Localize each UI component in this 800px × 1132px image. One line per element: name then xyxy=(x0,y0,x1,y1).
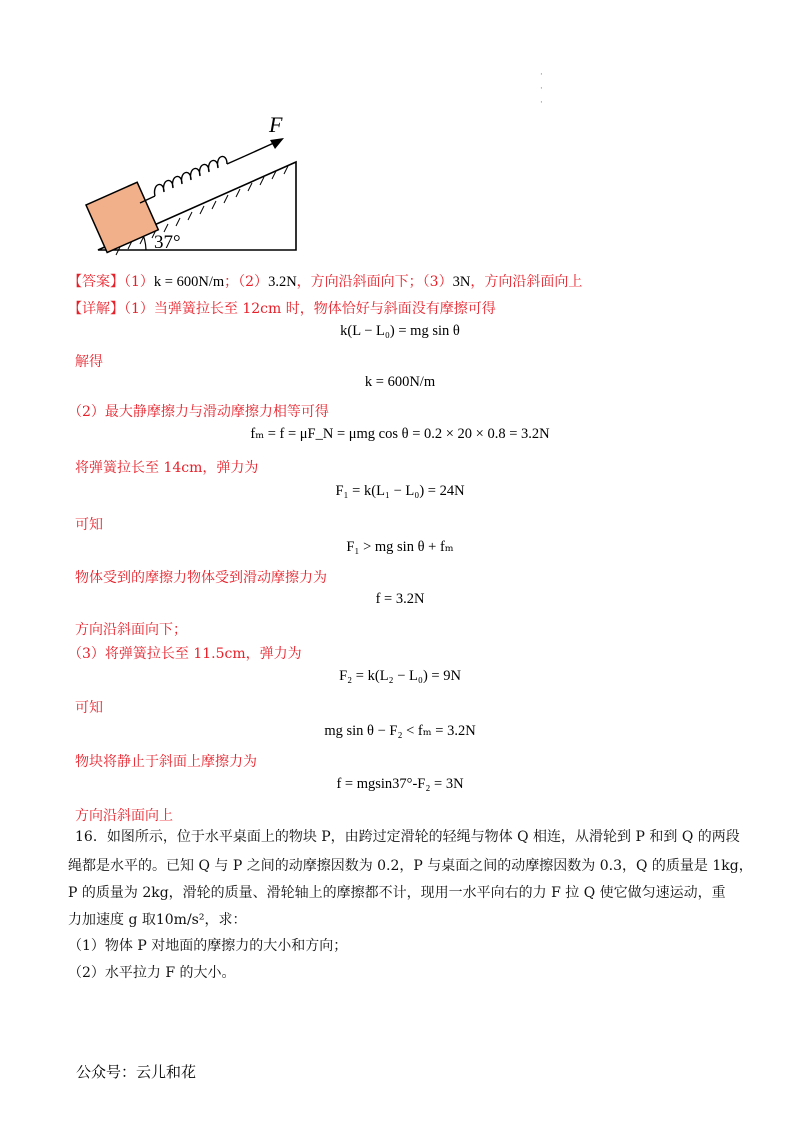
detail-step3-text: （3）将弹簧拉长至 11.5cm，弹力为 xyxy=(68,646,302,662)
equation-2: k = 600N/m xyxy=(364,374,436,390)
answer-line xyxy=(68,271,582,291)
detail-step2b-text: 将弹簧拉长至 14cm，弹力为 xyxy=(75,460,259,476)
question-line-1: 16．如图所示，位于水平桌面上的物块 P，由跨过定滑轮的轻绳与物体 Q 相连，从滑轮到 P 和到 Q 的两段 xyxy=(75,829,740,845)
answer-part1-prefix: （1） xyxy=(124,274,154,290)
detail-step1-text: （1）当弹簧拉长至 12cm 时，物体恰好与斜面没有摩擦可得 xyxy=(124,301,496,317)
force-arrow-shaft xyxy=(245,142,276,156)
answer-part1-math: k = 600N/m xyxy=(153,274,225,290)
equation-5: F₁ > mg sin θ + fₘ xyxy=(346,539,454,555)
question-sub-1: （1）物体 P 对地面的摩擦力的大小和方向； xyxy=(68,938,348,954)
question-line-4: 力加速度 g 取10m/s²，求： xyxy=(68,912,247,928)
equation-9: f = mgsin37°-F₂ = 3N xyxy=(336,776,464,792)
equation-7: F₂ = k(L₂ − L₀) = 9N xyxy=(339,668,461,684)
detail-step2-text: （2）最大静摩擦力与滑动摩擦力相等可得 xyxy=(68,404,329,420)
angle-label: 37° xyxy=(154,232,181,253)
decorative-dots: · · · xyxy=(540,70,543,108)
equation-8: mg sin θ − F₂ < fₘ = 3.2N xyxy=(324,723,476,739)
equation-6: f = 3.2N xyxy=(375,591,425,607)
answer-part3-prefix: （3） xyxy=(422,274,453,290)
question-line-3: P 的质量为 2kg，滑轮的质量、滑轮轴上的摩擦都不计，现用一水平向右的力 F 拉 Q 使它做匀速运动，重 xyxy=(68,885,726,901)
force-label: F xyxy=(269,112,283,137)
answer-part2-text: ，方向沿斜面向下； xyxy=(296,274,423,290)
direction-2: 方向沿斜面向上 xyxy=(75,808,173,824)
answer-part3-math: 3N xyxy=(452,274,471,290)
block xyxy=(86,182,158,252)
detail-tag: 【详解】 xyxy=(68,301,124,317)
equation-3: fₘ = f = μF_N = μmg cos θ = 0.2 × 20 × 0.8 = 3.2N xyxy=(250,426,550,442)
answer-tag: 【答案】 xyxy=(68,274,124,290)
answer-part2-math: 3.2N xyxy=(268,274,297,290)
detail-static-text: 物块将静止于斜面上摩擦力为 xyxy=(75,754,257,770)
question-sub-2: （2）水平拉力 F 的大小。 xyxy=(68,965,236,981)
answer-part3-text: ，方向沿斜面向上 xyxy=(470,274,583,290)
detail-line-1 xyxy=(68,298,496,318)
equation-4: F₁ = k(L₁ − L₀) = 24N xyxy=(335,483,465,499)
force-arrow-head xyxy=(270,138,284,149)
question-line-2: 绳都是水平的。已知 Q 与 P 之间的动摩擦因数为 0.2，P 与桌面之间的动摩擦因数为 0.3，Q 的质量是 1kg， xyxy=(68,858,753,874)
spring xyxy=(140,156,245,203)
incline-spring-figure xyxy=(60,108,320,258)
answer-part1-sep: ； xyxy=(224,274,239,290)
know-label-2: 可知 xyxy=(75,700,103,716)
detail-friction-text: 物体受到的摩擦力物体受到滑动摩擦力为 xyxy=(75,570,327,586)
footer-account: 公众号：云儿和花 xyxy=(76,1063,197,1081)
equation-1: k(L − L₀) = mg sin θ xyxy=(340,323,460,339)
solve-label: 解得 xyxy=(75,354,103,370)
answer-part2-prefix: （2） xyxy=(238,274,269,290)
direction-1: 方向沿斜面向下； xyxy=(75,622,187,638)
know-label-1: 可知 xyxy=(75,517,103,533)
